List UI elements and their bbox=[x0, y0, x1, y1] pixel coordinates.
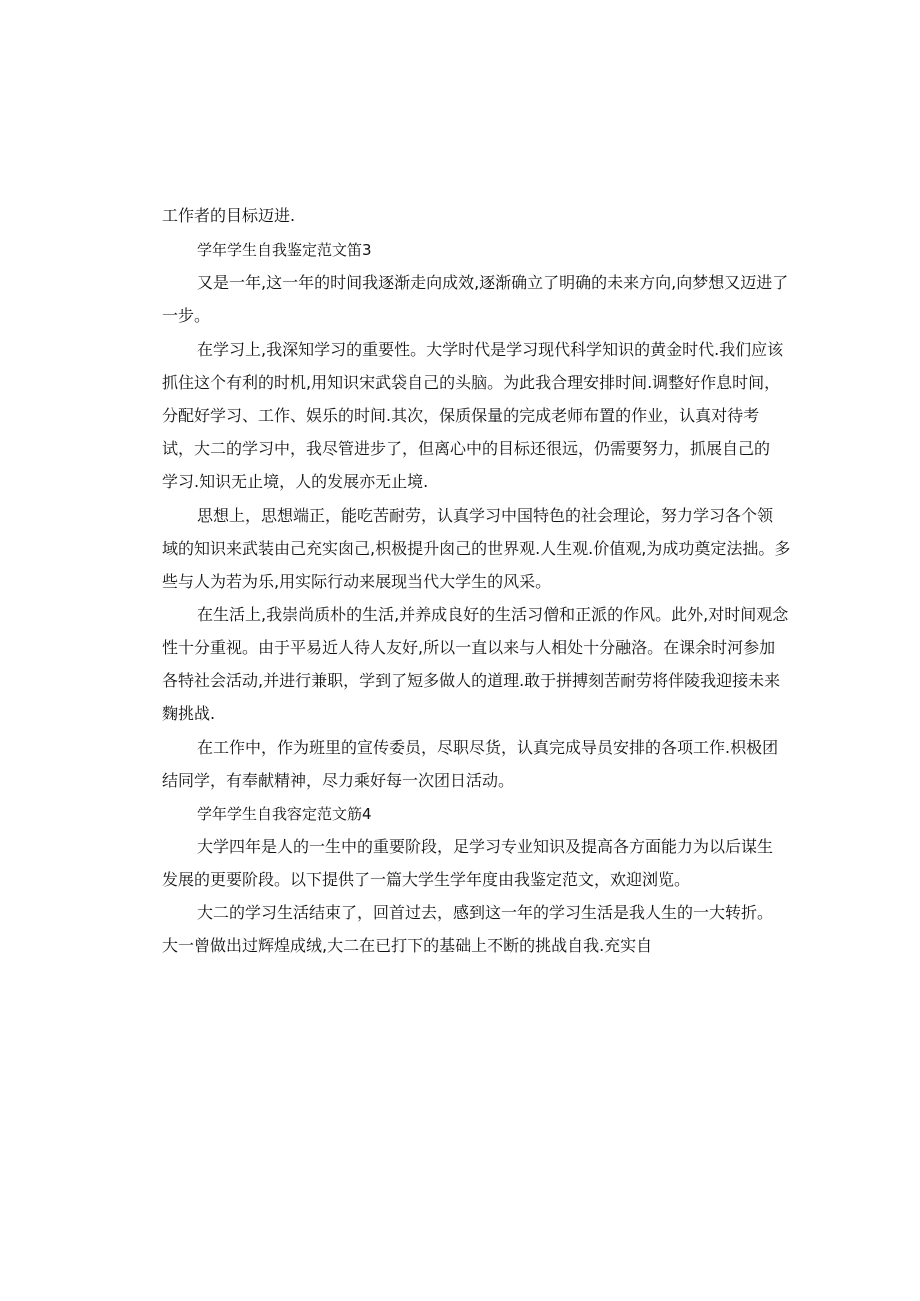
paragraph-line: 大一曾做出过辉煌成绒,大二在已打下的基础上不断的挑战自我.充实自 bbox=[162, 936, 653, 955]
paragraph-line: 分配好学习、工作、娱乐的时间.其次，保质保量的完成老师布置的作业，认真对待考 bbox=[162, 406, 760, 425]
section-heading-3: 学年学生自我鉴定范文笛3 bbox=[197, 241, 372, 259]
paragraph-line: 发展的更要阶段。以下提供了一篇大学生学年度由我鉴定范文，欢迎浏览。 bbox=[162, 870, 691, 889]
paragraph-line: 在工作中，作为班里的宣传委员，尽职尽货，认真完成导员安排的各项工作.枳极团 bbox=[197, 738, 779, 757]
paragraph-line: 在学习上,我深知学习的重要性。大学时代是学习现代科学知识的黄金时代.我们应该 bbox=[197, 340, 784, 359]
paragraph-line: 抓住这个有利的时机,用知识宋武袋自己的头脑。为此我合理安排时间.调整好作息时间， bbox=[162, 373, 781, 392]
paragraph-line: 麴挑战. bbox=[162, 704, 216, 723]
paragraph-line-ending: 工作者的目标迈进. bbox=[162, 206, 296, 225]
paragraph-line: 试，大二的学习中，我尽管进步了，但离心中的目标还很远，仍需要努力，抓展自己的 bbox=[162, 439, 771, 458]
paragraph-line: 性十分重视。由于平易近人待人友好,所以一直以来与人相处十分融洛。在课余时河参加 bbox=[162, 638, 776, 657]
paragraph-line: 些与人为若为乐,用实际行动来展现当代大学生的风采。 bbox=[162, 572, 552, 591]
paragraph-line: 学习.知识无止境，人的发展亦无止境. bbox=[162, 472, 429, 491]
paragraph-line: 一步。 bbox=[162, 306, 211, 325]
paragraph-line: 大学四年是人的一生中的重要阶段，足学习专业知识及提高各方面能力为以后谋生 bbox=[197, 837, 774, 856]
paragraph-line: 又是一年,这一年的时间我逐渐走向成效,逐渐确立了明确的未来方向,向梦想又迈进了 bbox=[197, 273, 789, 292]
paragraph-line: 在生活上,我崇尚质朴的生活,并养成良好的生活习僧和正派的作风。此外,对时间观念 bbox=[197, 605, 789, 624]
paragraph-line: 域的知识来武装由己充实囱己,枳极提升囱己的世界观.人生观.价值观,为成功奠定法拙。多 bbox=[162, 539, 791, 558]
paragraph-line: 大二的学习生活结束了，回首过去，感到这一年的学习生活是我人生的一大转折。 bbox=[197, 903, 774, 922]
section-heading-4: 学年学生自我容定范文筋4 bbox=[197, 805, 372, 823]
paragraph-line: 思想上，思想端正，能吃苦耐劳，认真学习中国特色的社会理论，努力学习各个领 bbox=[197, 506, 774, 525]
paragraph-line: 各特社会活动,并进行兼职，学到了短多做人的道理.敢于拼搏刻苦耐劳将伴陵我迎接未来 bbox=[162, 671, 781, 690]
paragraph-line: 结同学，有奉献精神，尽力乘好每一次团日活动。 bbox=[162, 771, 515, 790]
